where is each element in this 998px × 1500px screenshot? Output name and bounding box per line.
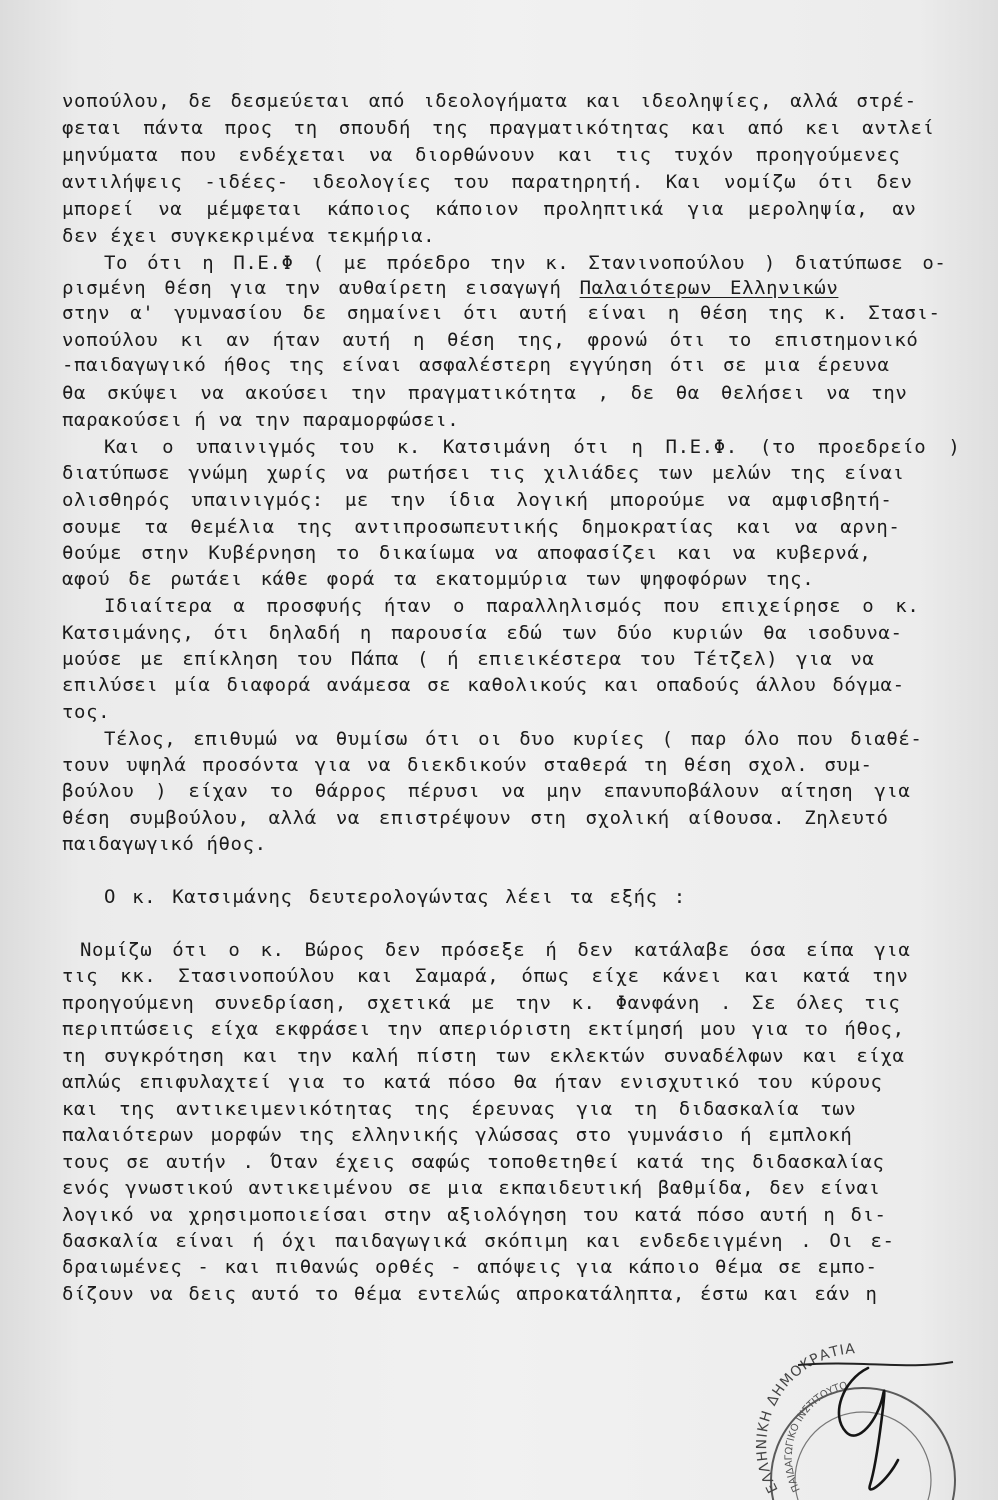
paragraph-2-line-5: -παιδαγωγικό ήθος της είναι ασφαλέστερη εγγύηση ότι σε μια έρευνα [62,354,890,376]
paragraph-6-line-6: απλώς επιφυλαχτεί για το κατά πόσο θα ήταν ενισχυτικό του κύρους [62,1071,883,1093]
paragraph-3-line-1: Και ο υπαινιγμός του κ. Κατσιμάνη ότι η Π.Ε.Φ. (το προεδρείο ) [104,436,961,458]
paragraph-6-line-12: δασκαλία είναι ή όχι παιδαγωγικά σκόπιμη και ενδεδειγμένη . Οι ε- [62,1230,895,1252]
paragraph-4-line-3: μούσε με επίκληση του Πάπα ( ή επιεικέστερα του Τέτζελ) για να [62,648,875,670]
paragraph-6-line-10: ενός γνωστικού αντικειμένου σε μια εκπαιδευτική βαθμίδα, δεν είναι [62,1177,881,1199]
paragraph-2-line-4: νοπούλου κι αν ήταν αυτή η θέση της, φρονώ ότι το επιστημονικό [62,329,919,351]
paragraph-2-line-1: Το ότι η Π.Ε.Φ ( με πρόεδρο την κ. Στανινοπούλου ) διατύπωσε ο- [104,252,947,274]
stamp-inner-ring [795,1412,931,1500]
paragraph-6-line-2: τις κκ. Στασινοπούλου και Σαμαρά, όπως είχε κάνει και κατά την [62,965,909,987]
paragraph-4-line-2: Κατσιμάνης, ότι δηλαδή η παρουσία εδώ των δύο κυριών θα ισοδυνα- [62,622,903,644]
paragraph-2-line-3: στην α' γυμνασίου δε σημαίνει ότι αυτή είναι η θέση της κ. Στασι- [62,302,941,324]
paragraph-1-line-4: αντιλήψεις -ιδέες- ιδεολογίες του παρατηρητή. Και νομίζω ότι δεν [62,171,913,193]
paragraph-3-line-4: σουμε τα θεμέλια της αντιπροσωπευτικής δημοκρατίας και να αρνη- [62,516,901,538]
speaker-intro: Ο κ. Κατσιμάνης δευτερολογώντας λέει τα εξής : [104,886,686,908]
paragraph-6-line-3: προηγούμενη συνεδρίαση, σχετικά με την κ. Φανφάνη . Σε όλες τις [62,992,901,1014]
paragraph-6-line-13: δραιωμένες - και πιθανώς ορθές - απόψεις για κάποιο θέμα σε εμπο- [62,1256,878,1278]
paragraph-6-line-14: δίζουν να δεις αυτό το θέμα εντελώς απροκατάληπτα, έστω και εάν η [62,1283,878,1305]
paragraph-5-line-4: θέση συμβούλου, αλλά να επιστρέψουν στη σχολική αίθουσα. Ζηλευτό [62,807,889,829]
official-stamp-with-signature [738,1340,958,1500]
paragraph-3-line-5: θούμε στην Κυβέρνηση το δικαίωμα να αποφασίζει και να κυβερνά, [62,542,872,564]
paragraph-5-line-3: βούλου ) είχαν το θάρρος πέρυσι να μην επανυποβάλουν αίτηση για [62,780,911,802]
paragraph-5-line-5: παιδαγωγικό ήθος. [62,833,267,855]
paragraph-5-line-2: τουν υψηλά προσόντα για να διεκδικούν σταθερά τη θέση σχολ. συμ- [62,754,873,776]
paragraph-1-line-1: νοπούλου, δε δεσμεύεται από ιδεολογήματα και ιδεοληψίες, αλλά στρέ- [62,90,917,112]
paragraph-6-line-11: λογικό να χρησιμοποιείσαι στην αξιολόγηση του κατά πόσο αυτή η δι- [62,1204,887,1226]
paragraph-3-line-6: αφού δε ρωτάει κάθε φορά τα εκατομμύρια των ψηφοφόρων της. [62,568,815,590]
paragraph-2-line-2-text: ρισμένη θέση για την αυθαίρετη εισαγωγή [62,277,580,299]
paragraph-4-line-4: επιλύσει μία διαφορά ανάμεσα σε καθολικούς και οπαδούς άλλου δόγμα- [62,674,905,696]
paragraph-3-line-3: ολισθηρός υπαινιγμός: με την ίδια λογική μπορούμε να αμφισβητή- [62,489,893,511]
paragraph-6-line-4: περιπτώσεις είχα εκφράσει την απεριόριστη εκτίμησή μου για το ήθος, [62,1018,905,1040]
signature-stroke-main [839,1368,898,1489]
paragraph-6-line-9: τους σε αυτήν . Όταν έχεις σαφώς τοποθετηθεί κατά της διδασκαλίας [62,1151,885,1173]
paragraph-1-line-3: μηνύματα που ενδέχεται να διορθώνουν και τις τυχόν προηγούμενες [62,144,901,166]
paragraph-5-line-1: Τέλος, επιθυμώ να θυμίσω ότι οι δυο κυρίες ( παρ όλο που διαθέ- [104,728,923,750]
underlined-subject: Παλαιότερων Ελληνικών [579,277,839,299]
paragraph-6-line-5: τη συγκρότηση και την καλή πίστη των εκλεκτών συναδέλφων και είχα [62,1045,905,1067]
paragraph-2-line-7: παρακούσει ή να την παραμορφώσει. [62,409,460,431]
paragraph-6-line-1: Νομίζω ότι ο κ. Βώρος δεν πρόσεξε ή δεν κατάλαβε όσα είπα για [80,939,911,961]
stamp-outer-text: ΕΛΛΗΝΙΚΗ ΔΗΜΟΚΡΑΤΙΑ [754,1341,857,1496]
paragraph-2-line-2 [0,275,998,301]
paragraph-6-line-7: και της αντικειμενικότητας της έρευνας για τη διδασκαλία των [62,1098,857,1120]
paragraph-3-line-2: διατύπωσε γνώμη χωρίς να ρωτήσει τις χιλιάδες των μελών της είναι [62,462,905,484]
paragraph-4-line-1: Ιδιαίτερα α προσφυής ήταν ο παραλληλισμός που επιχείρησε ο κ. [104,595,920,617]
paragraph-1-line-2: φεται πάντα προς τη σπουδή της πραγματικότητας και από κει αντλεί [62,117,935,139]
paragraph-4-line-5: τος. [62,701,111,723]
paragraph-6-line-8: παλαιότερων μορφών της ελληνικής γλώσσας στο γυμνάσιο ή εμπλοκή [62,1124,853,1146]
paragraph-1-line-6: δεν έχει συγκεκριμένα τεκμήρια. [62,225,436,247]
paragraph-2-line-6: θα σκύψει να ακούσει την πραγματικότητα , δε θα θελήσει να την [62,382,908,404]
paragraph-1-line-5: μπορεί να μέμφεται κάποιος κάποιον προληπτικά για μεροληψία, αν [62,198,917,220]
stamp-inner-text: ΠΑΙΔΑΓΩΓΙΚΟ ΙΝΣΤΙΤΟΥΤΟ [783,1380,849,1494]
